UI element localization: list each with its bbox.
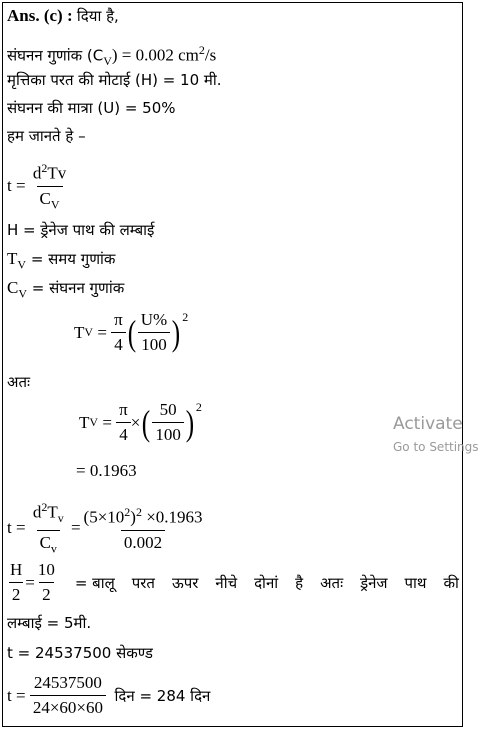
watermark-activate: Activate — [393, 414, 463, 434]
degree-line: संघनन की मात्रा (U) = 50% — [7, 99, 176, 117]
tv-definition: $T_V$ = समय गुणांक — [7, 249, 116, 272]
therefore-text: अतः — [7, 373, 31, 391]
formula-tv: T V = $\frac{\pi}{4}$ ( $\frac{U\%}{100}$ ) 2 — [74, 310, 189, 354]
answer-label: Ans. (c) : — [7, 6, 73, 25]
watermark-settings: Go to Settings — [393, 440, 479, 454]
formula-days: t = $\frac{24537500}{24\times 60\times 60}$ दिन = 284 दिन — [7, 673, 211, 717]
time-seconds: t = 24537500 सेकण्ड — [7, 644, 153, 662]
formula-lhs: t = — [7, 176, 26, 196]
formula-time — [7, 158, 69, 214]
tv-result: = 0.1963 — [76, 461, 137, 480]
coefficient-value: ) = 0.002 cm — [111, 45, 199, 65]
given-text: दिया है, — [76, 7, 119, 25]
coefficient-label: संघनन गुणांक (C — [7, 46, 104, 65]
length-result: लम्बाई = 5मी. — [7, 614, 92, 632]
thickness-line: मृत्तिका परत की मोटाई (H) = 10 मी. — [7, 71, 222, 89]
answer-header — [7, 5, 119, 27]
we-know-line: हम जानते हे – — [7, 127, 86, 145]
drainage-path-line: $\frac{H}{2}$ = $\frac{10}{2}$ = बालू परत ऊपर नीचे दोनां है अतः ड्रेनेज पाथ की — [10, 560, 459, 604]
coefficient-sub: V — [103, 54, 112, 69]
cv-definition: $C_V$ = संघनन गुणांक — [7, 278, 125, 301]
coefficient-line — [7, 39, 216, 72]
h-definition: H = ड्रेनेज पाथ की लम्बाई — [7, 221, 155, 239]
coefficient-sup: 2 — [198, 43, 205, 57]
coefficient-unit: /s — [204, 45, 217, 65]
formula-fraction: $\frac{d^2Tv}{C_V}$ — [30, 158, 69, 214]
formula-tv-value: T V = $\frac{\pi}{4}$ × ( $\frac{50}{100}$ ) 2 — [79, 400, 202, 444]
formula-time-value: t = $\frac{d^2T_v}{C_v}$ = $\frac{(5\times 10^2)^2 \times 0.1963}{0.002}$ — [7, 497, 206, 558]
